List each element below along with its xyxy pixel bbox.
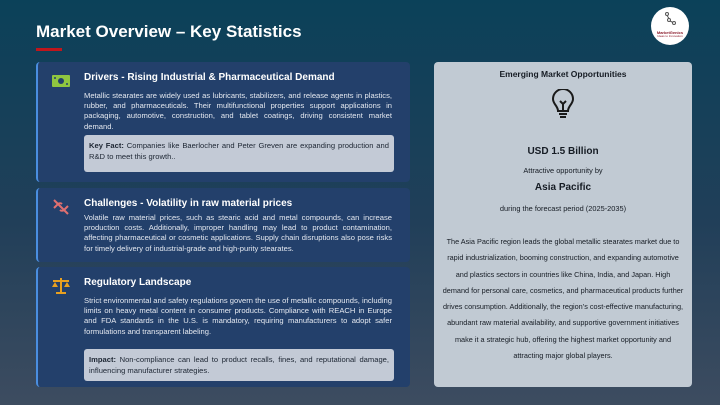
drivers-body: Metallic stearates are widely used as lubricants, stabilizers, and release agents in plastics, rubber, and pharmaceuticals. Their multifunctional properties support applications in packaging, automotive, construction, and tablet coatings, driving consistent market demand. <box>84 91 392 131</box>
key-fact-label: Key Fact: <box>89 141 124 150</box>
logo-text: MarketGenics <box>656 30 684 35</box>
logo-tagline: Ideas to Innovation <box>657 34 683 38</box>
regulatory-body: Strict environmental and safety regulations govern the use of metallic compounds, including limits on heavy metal content in consumer products. Compliance with REACH in Europe and FDA standards in the U.S. is mandatory, requiring manufacturers to adopt safer formulations and transparent labeling. <box>84 296 392 336</box>
opportunity-description: The Asia Pacific region leads the global metallic stearates market due to rapid industrialization, booming construction, and expanding automotive and plastics sectors in countries like China, India, and Japan. High demand for personal care, cosmetics, and pharmaceutical products further drives consumption. Additionally, the region’s cost-effective manufacturing, abundant raw material availability, and supportive government initiatives make it a strategic hub, offering the highest market opportunity and attracting major global players. <box>442 237 684 361</box>
opportunity-subtitle: Attractive opportunity by <box>523 166 603 175</box>
company-logo <box>651 7 689 45</box>
logo-molecule-icon <box>663 12 677 26</box>
opportunity-region: Asia Pacific <box>534 182 592 193</box>
key-fact-box <box>84 135 394 172</box>
money-icon <box>51 72 71 90</box>
opportunities-title: Emerging Market Opportunities <box>499 69 627 79</box>
title-underline <box>36 48 62 51</box>
forecast-period: during the forecast period (2025-2035) <box>499 204 627 213</box>
drivers-title: Drivers - Rising Industrial & Pharmaceutical Demand <box>84 72 335 83</box>
impact-box <box>84 349 394 381</box>
challenges-title: Challenges - Volatility in raw material prices <box>84 198 293 209</box>
lightbulb-icon <box>550 89 576 121</box>
regulatory-card <box>36 267 410 387</box>
key-fact-text: Companies like Baerlocher and Peter Greven are expanding production and R&D to meet this growth.. <box>89 141 389 161</box>
regulatory-title: Regulatory Landscape <box>84 277 192 288</box>
drivers-card <box>36 62 410 182</box>
impact-label: Impact: <box>89 355 117 364</box>
opportunity-amount: USD 1.5 Billion <box>527 146 599 157</box>
challenges-card <box>36 188 410 262</box>
challenges-body: Volatile raw material prices, such as stearic acid and metal compounds, can increase production costs. Additionally, improper handling may lead to product contamination, affecting pharmaceutical or cosmetic applications. Supply chain disruptions also pose risks for timely delivery of industrial-grade and high-purity stearates. <box>84 213 392 253</box>
opportunities-panel <box>434 62 692 387</box>
page-title: Market Overview – Key Statistics <box>36 22 302 41</box>
impact-text: Non-compliance can lead to product recalls, fines, and reputational damage, influencing manufacturer strategies. <box>89 355 389 375</box>
scales-icon <box>51 277 71 295</box>
broken-link-icon <box>51 198 71 216</box>
